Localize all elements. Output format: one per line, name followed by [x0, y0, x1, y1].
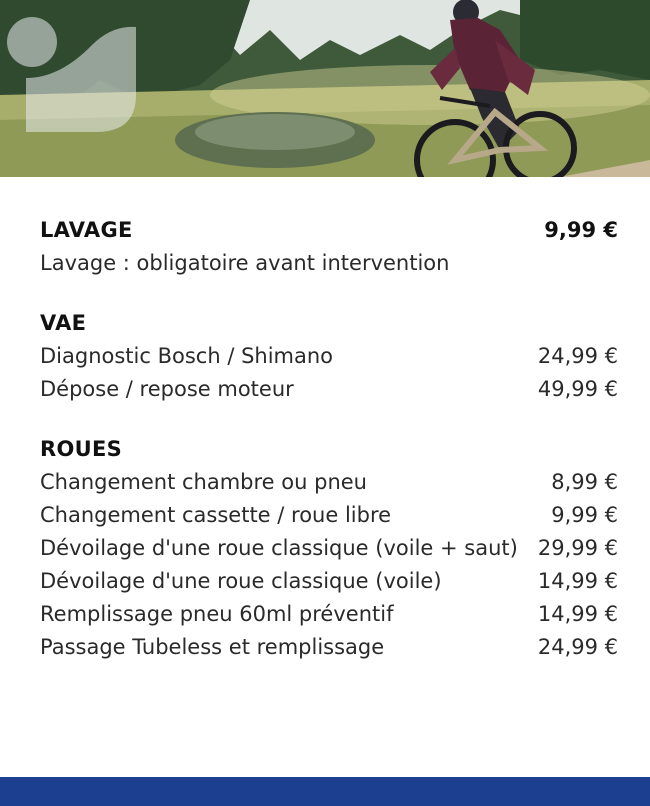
hero-scene	[0, 0, 650, 177]
section-vae	[40, 307, 618, 406]
service-label: Dévoilage d'une roue classique (voile)	[40, 569, 442, 593]
service-label: Dévoilage d'une roue classique (voile + saut)	[40, 536, 518, 560]
lavage-note: Lavage : obligatoire avant intervention	[40, 251, 450, 275]
service-label: Diagnostic Bosch / Shimano	[40, 344, 334, 368]
price-row	[40, 532, 618, 565]
service-price: 49,99 €	[537, 377, 618, 401]
section-lavage	[40, 214, 618, 280]
price-row	[40, 565, 618, 598]
price-list	[40, 214, 618, 691]
section-roues	[40, 433, 618, 664]
service-price: 24,99 €	[537, 635, 618, 659]
price-row	[40, 631, 618, 664]
price-row	[40, 340, 618, 373]
service-label: Passage Tubeless et remplissage	[40, 635, 385, 659]
footer-bar	[0, 777, 650, 806]
service-label: Remplissage pneu 60ml préventif	[40, 602, 394, 626]
price-row	[40, 598, 618, 631]
service-price: 24,99 €	[537, 344, 618, 368]
service-price: 8,99 €	[551, 470, 618, 494]
service-price: 14,99 €	[537, 569, 618, 593]
service-label: Changement chambre ou pneu	[40, 470, 367, 494]
service-label: Changement cassette / roue libre	[40, 503, 392, 527]
price-row	[40, 466, 618, 499]
service-price: 9,99 €	[551, 503, 618, 527]
service-label: Dépose / repose moteur	[40, 377, 294, 401]
section-title-lavage: LAVAGE	[40, 218, 133, 242]
hero-photo	[0, 0, 650, 177]
price-row	[40, 499, 618, 532]
service-price: 14,99 €	[537, 602, 618, 626]
section-title-vae: VAE	[40, 311, 87, 335]
lavage-header	[40, 214, 618, 247]
price-row	[40, 373, 618, 406]
section-title-roues: ROUES	[40, 437, 123, 461]
service-price: 29,99 €	[537, 536, 618, 560]
lavage-price: 9,99 €	[544, 218, 618, 242]
